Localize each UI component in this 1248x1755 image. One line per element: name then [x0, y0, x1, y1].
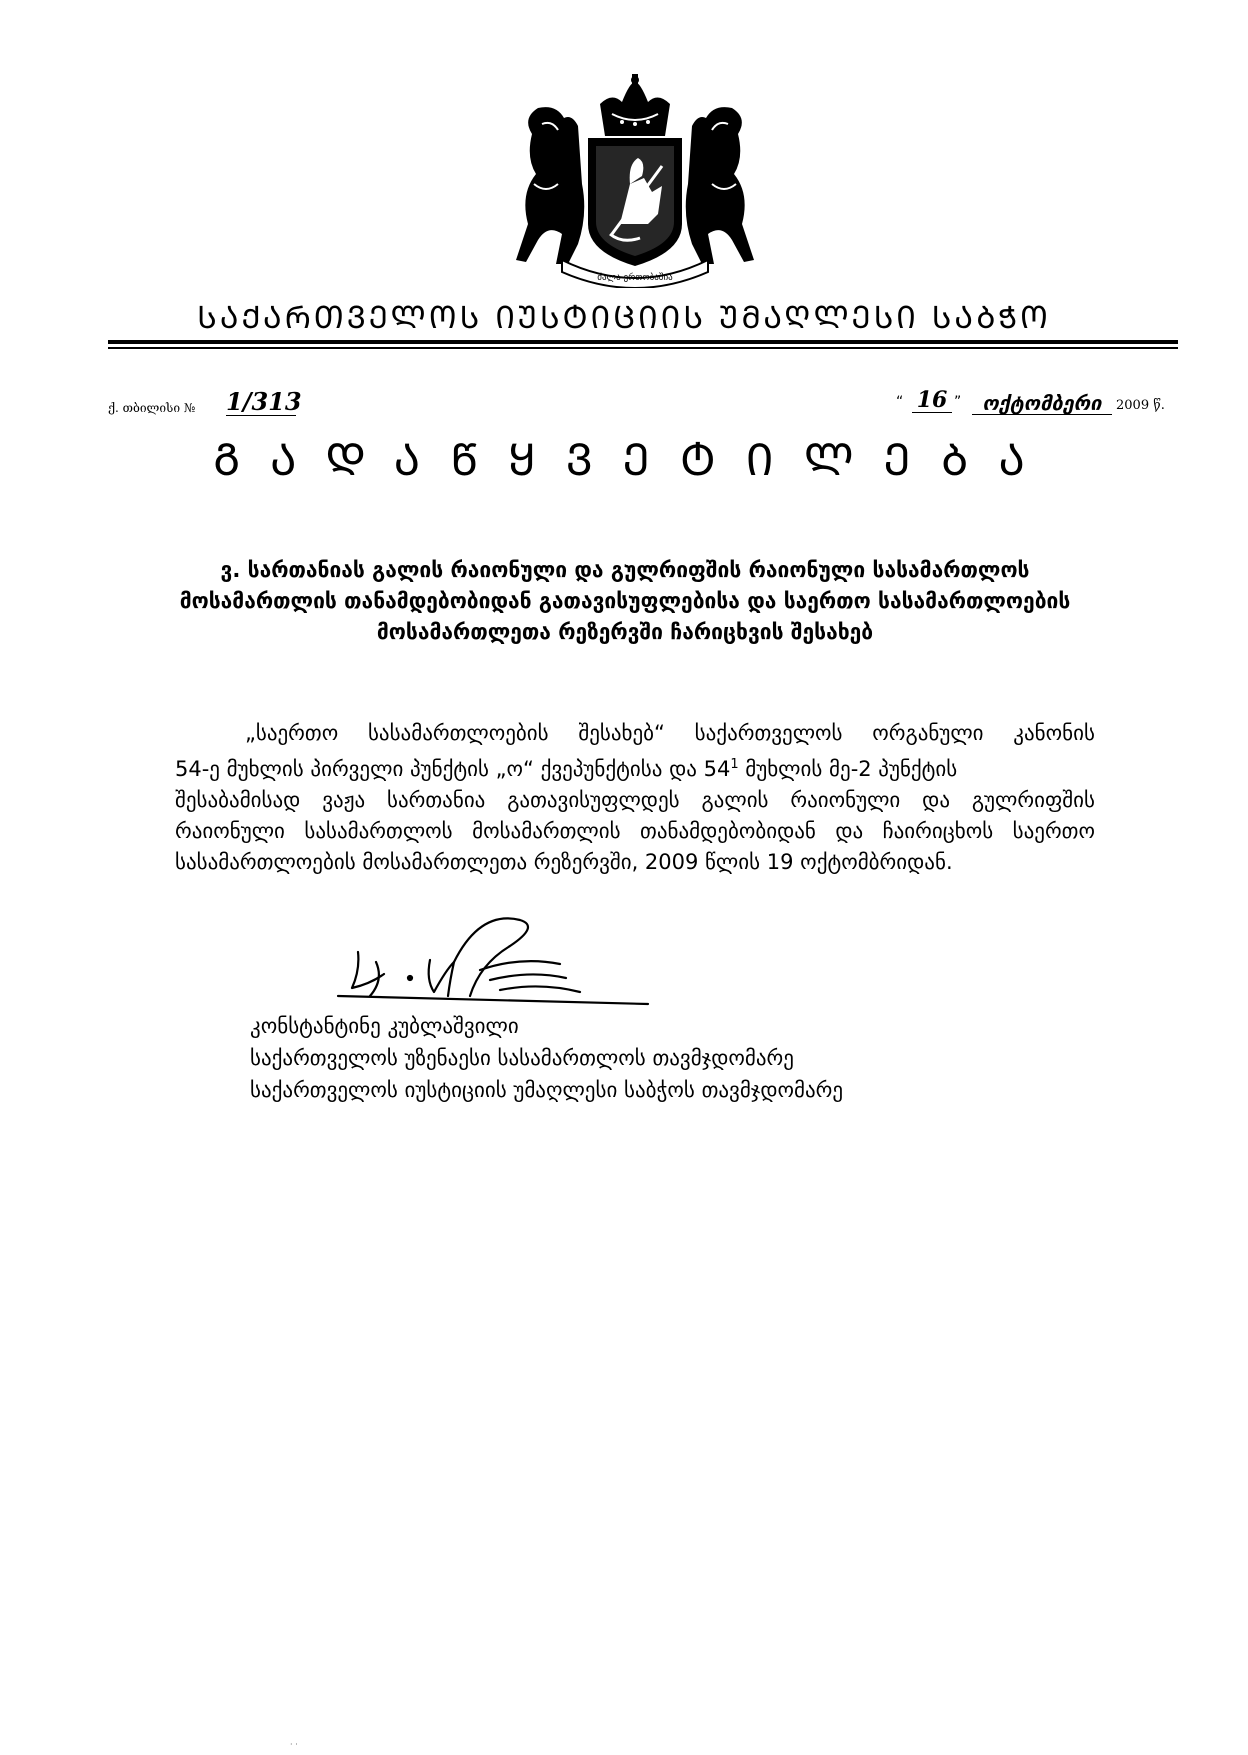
decision-subject [150, 555, 1100, 648]
date-month: ოქტომბერი [972, 392, 1112, 415]
word: თანამდებობიდან [640, 819, 816, 843]
word: „საერთო [245, 721, 339, 745]
word: საერთო [1012, 819, 1095, 843]
body-line-5: სასამართლოების მოსამართლეთა რეზერვში, 2009 წლის 19 ოქტომბრიდან. [175, 850, 953, 874]
shield-icon [588, 138, 682, 266]
subject-line: მოსამართლეთა რეზერვში ჩარიცხვის შესახებ [376, 620, 874, 644]
signer-title: საქართველოს უზენაესი სასამართლოს თავმჯდომარე [250, 1046, 794, 1070]
motto-text: ძალა ერთობაშია [597, 273, 673, 283]
body-text-segment: 54-ე მუხლის პირველი პუნქტის „ო“ ქვეპუნქტისა და 54 [175, 757, 731, 781]
word: კანონის [1013, 721, 1095, 745]
word: გულრიფშის [971, 788, 1095, 812]
coat-of-arms-emblem [512, 74, 758, 288]
subject-line: ვ. სართანიას გალის რაიონული და გულრიფშის რაიონული სასამართლოს [220, 558, 1030, 582]
decision-body [175, 718, 1095, 878]
word: სასამართლოების [367, 721, 549, 745]
signer-name: კონსტანტინე კუბლაშვილი [250, 1014, 519, 1038]
header-rule-thin [108, 347, 1178, 349]
word: ვაჟა [322, 788, 366, 812]
document-number [108, 387, 408, 421]
date-year: 2009 წ. [1116, 398, 1165, 413]
handwritten-signature [330, 900, 660, 1010]
word: და [835, 819, 864, 843]
number-value: 1/313 [226, 387, 302, 416]
document-type-heading: ᲒᲐᲓᲐᲬᲧᲕᲔᲢᲘᲚᲔᲑᲐ [213, 435, 1055, 486]
word: და [922, 788, 950, 812]
word: რაიონული [175, 819, 285, 843]
header-rule-thick [108, 340, 1178, 344]
body-line-3 [175, 785, 1095, 816]
word: საქართველოს [694, 721, 843, 745]
signer-title: საქართველოს იუსტიციის უმაღლესი საბჭოს თავმჯდომარე [250, 1078, 844, 1102]
word: რაიონული [790, 788, 901, 812]
signer-block [250, 1010, 843, 1106]
footer-mark: · · [290, 1740, 298, 1749]
word: ჩაირიცხოს [882, 819, 994, 843]
body-line-4 [175, 816, 1095, 847]
right-lion-icon [686, 107, 754, 264]
word: სასამართლოს [304, 819, 453, 843]
word: შესაბამისად [175, 788, 301, 812]
subject-line: მოსამართლის თანამდებობიდან გათავისუფლებისა და საერთო სასამართლოების [179, 589, 1071, 613]
crown-icon [600, 74, 670, 136]
word: მოსამართლის [472, 819, 621, 843]
word: ორგანული [872, 721, 984, 745]
organization-title: ᲡᲐᲥᲐᲠᲗᲕᲔᲚᲝᲡ ᲘᲣᲡᲢᲘᲪᲘᲘᲡ ᲣᲛᲐᲦᲚᲔᲡᲘ ᲡᲐᲑᲭᲝ [197, 300, 1051, 336]
word: გალის [701, 788, 769, 812]
number-label: ქ. თბილისი № [108, 401, 196, 415]
document-date [880, 387, 1180, 420]
left-lion-icon [516, 107, 584, 264]
date-quote-open: “ [896, 394, 904, 410]
body-text-segment: მუხლის მე-2 პუნქტის [738, 757, 958, 781]
date-day: 16 [912, 388, 952, 413]
word: გათავისუფლდეს [507, 788, 680, 812]
body-line-1 [175, 718, 1095, 749]
date-quote-close: ” [954, 394, 962, 410]
word: შესახებ“ [578, 721, 665, 745]
word: სართანია [387, 788, 486, 812]
superscript: 1 [730, 757, 739, 772]
body-line-2 [175, 749, 1095, 785]
